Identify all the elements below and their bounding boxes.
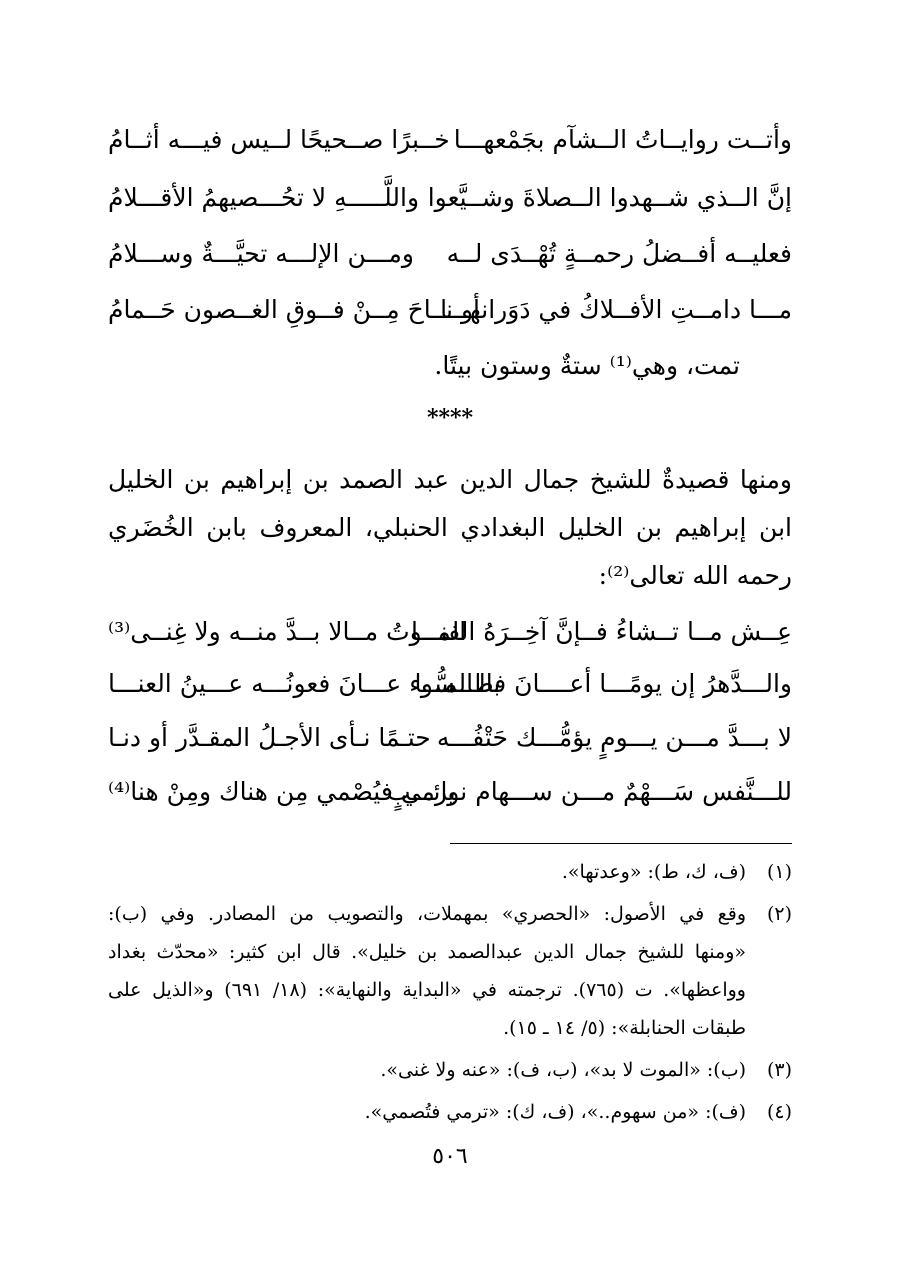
footnote-number: (٢) xyxy=(766,903,792,925)
poem2-verse-1 xyxy=(108,608,792,656)
verse-first-hemistich: والـــدَّهرُ إن يومًـــا أعــــانَ فطالمـــا xyxy=(414,669,792,698)
verse-second-hemistich: المــوتُ مــالا بــدَّ منــه ولا غِنــى⁽³⁾ xyxy=(108,617,467,646)
verse-first-hemistich: للـــنَّفس سَـــهْمٌ مـــن ســـهام نوائـــبٍ xyxy=(386,777,792,806)
footnote-text: طبقات الحنابلة»: (٥/ ١٤ ـ ١٥). xyxy=(503,1017,746,1039)
poem2-verse-4 xyxy=(108,768,792,816)
page-number: ٥٠٦ xyxy=(432,1144,468,1169)
intro-line-2: ابن إبراهيم بن الخليل البغدادي الحنبلي، المعروف بابن الخُضَري xyxy=(108,513,792,542)
section-separator: **** xyxy=(426,405,474,431)
verse-first-hemistich: لا بـــدَّ مـــن يـــومٍ يؤمُّـــك حَتْفُـــه xyxy=(436,723,792,752)
poem1-verse-2 xyxy=(108,174,792,222)
footnote-number: (٣) xyxy=(766,1059,792,1081)
intro-line-3: رحمه الله تعالى⁽²⁾: xyxy=(598,561,792,590)
footnote-text: (ف): «من سهوم..»، (ف، ك): «ترمي فتُصمي». xyxy=(364,1101,746,1123)
poem1-verse-1 xyxy=(108,116,792,164)
verse-second-hemistich: ومـــن الإلـــه تحيَّـــةٌ وســـلامُ xyxy=(108,239,414,268)
footnote-text: وقع في الأصول: «الحصري» بمهملات، والتصويب من المصادر. وفي (ب): xyxy=(108,903,746,925)
verse-first-hemistich: فعليــه أفــضلُ رحمــةٍ تُهْــدَى لــه xyxy=(446,239,792,268)
footnote-text: وواعظها». ت (٧٦٥). ترجمته في «البداية والنهاية»: (١٨/ ٦٩١) و«الذيل على xyxy=(108,979,746,1001)
verse-second-hemistich: حتـمًا نـأى الأجـلُ المقـدَّر أو دنـا xyxy=(108,723,431,752)
footnote-text: «ومنها للشيخ جمال الدين عبدالصمد بن خليل». قال ابن كثير: «محدّث بغداد xyxy=(108,941,746,963)
poem1-verse-3 xyxy=(108,230,792,278)
footnote-text: (ب): «الموت لا بد»، (ب، ف): «عنه ولا غنى». xyxy=(380,1059,746,1081)
verse-first-hemistich: عِــش مــا تــشاءُ فــإنَّ آخِــرَهُ الفنـــا xyxy=(411,617,792,646)
closing-line: تمت، وهي⁽¹⁾ ستةٌ وستون بيتًا. xyxy=(434,351,740,380)
poem2-verse-2 xyxy=(108,660,792,708)
verse-second-hemistich: يرمي فيُصْمي مِن هناك ومِنْ هنا⁽⁴⁾ xyxy=(108,777,456,806)
verse-second-hemistich: خــبرًا صــحيحًا لــيس فيـــه أثــامُ xyxy=(108,125,450,154)
footnote-number: (١) xyxy=(766,861,792,883)
intro-line-1: ومنها قصيدةٌ للشيخ جمال الدين عبد الصمد بن إبراهيم بن الخليل xyxy=(108,465,792,494)
verse-second-hemistich: أو نــاحَ مِــنْ فــوقِ الغــصون حَــمامُ xyxy=(108,295,480,324)
footnote-divider xyxy=(450,843,792,844)
poem2-verse-3 xyxy=(108,714,792,762)
verse-first-hemistich: إنَّ الــذي شــهدوا الــصلاةَ وشــيَّعوا xyxy=(427,183,792,212)
footnote-text: (ف، ك، ط): «وعدتها». xyxy=(561,861,746,883)
footnote-number: (٤) xyxy=(766,1101,792,1123)
verse-first-hemistich: مـــا دامــتِ الأفــلاكُ في دَوَرانهـــا xyxy=(440,295,792,324)
poem1-verse-4 xyxy=(108,286,792,334)
verse-second-hemistich: بالـــسُّوء عـــانَ فعونُـــه عـــينُ العنـــا xyxy=(108,669,501,698)
verse-first-hemistich: وأتــت روايــاتُ الــشآم بجَمْعهـــا xyxy=(453,125,792,154)
verse-second-hemistich: واللَّـــــهِ لا تحُـــصيهمُ الأقـــلامُ xyxy=(108,183,420,212)
